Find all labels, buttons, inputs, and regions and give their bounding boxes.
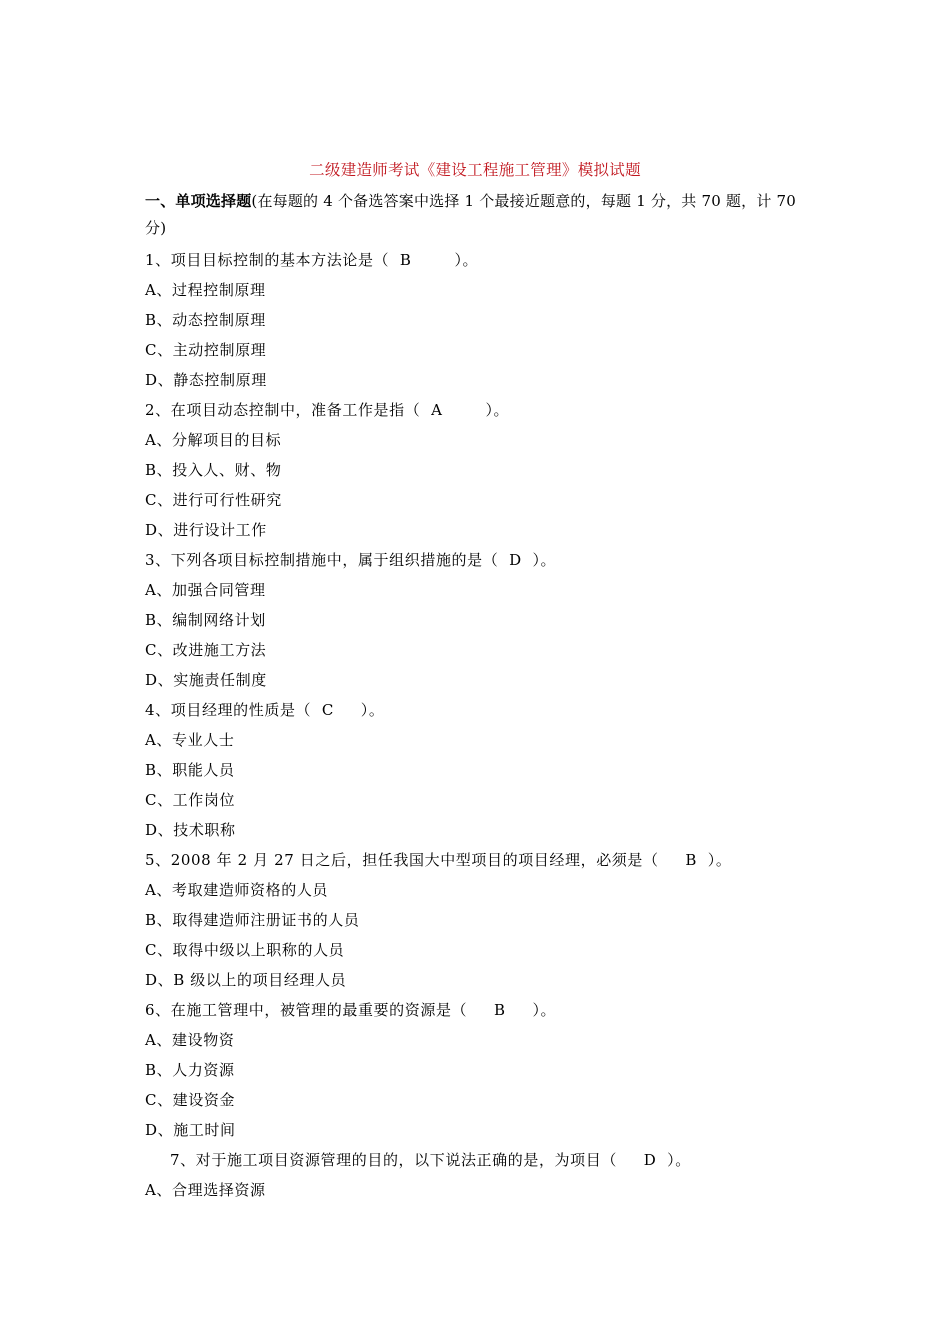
option-line: B、职能人员 <box>145 761 235 779</box>
option-line: B、编制网络计划 <box>145 611 266 629</box>
option-line: A、合理选择资源 <box>145 1181 266 1199</box>
question-4: 4、项目经理的性质是（ C ）。 <box>145 701 385 719</box>
question-6: 6、在施工管理中，被管理的最重要的资源是（ B ）。 <box>145 1001 557 1019</box>
question-3: 3、下列各项目标控制措施中，属于组织措施的是（ D ）。 <box>145 551 557 569</box>
option-line: A、加强合同管理 <box>145 581 266 599</box>
option-line: D、B 级以上的项目经理人员 <box>145 971 347 989</box>
option-line: C、主动控制原理 <box>145 341 267 359</box>
option-line: B、人力资源 <box>145 1061 235 1079</box>
document-body <box>145 188 810 1205</box>
option-line: D、技术职称 <box>145 821 236 839</box>
section-instruction: (在每题的 4 个备选答案中选择 1 个最接近题意的，每题 1 分，共 70 题，计 70 分) <box>145 192 796 237</box>
section-label: 一、单项选择题 <box>145 192 252 210</box>
question-1: 1、项目目标控制的基本方法论是（ B ）。 <box>145 251 479 269</box>
question-5: 5、2008 年 2 月 27 日之后，担任我国大中型项目的项目经理，必须是（ B ）。 <box>145 851 732 869</box>
option-line: D、进行设计工作 <box>145 521 267 539</box>
option-line: C、改进施工方法 <box>145 641 267 659</box>
option-line: C、工作岗位 <box>145 791 236 809</box>
option-line: A、分解项目的目标 <box>145 431 282 449</box>
option-line: D、静态控制原理 <box>145 371 267 389</box>
option-line: A、过程控制原理 <box>145 281 266 299</box>
option-line: B、投入人、财、物 <box>145 461 282 479</box>
option-line: B、动态控制原理 <box>145 311 266 329</box>
option-line: A、建设物资 <box>145 1031 235 1049</box>
section-heading <box>145 188 810 242</box>
option-line: C、进行可行性研究 <box>145 491 282 509</box>
option-line: A、专业人士 <box>145 731 235 749</box>
option-line: B、取得建造师注册证书的人员 <box>145 911 360 929</box>
question-7: 7、对于施工项目资源管理的目的，以下说法正确的是，为项目（ D ）。 <box>170 1151 691 1169</box>
option-line: C、取得中级以上职称的人员 <box>145 941 345 959</box>
option-line: D、实施责任制度 <box>145 671 267 689</box>
question-list <box>145 245 810 1205</box>
document-title: 二级建造师考试《建设工程施工管理》模拟试题 <box>309 161 641 179</box>
option-line: D、施工时间 <box>145 1121 236 1139</box>
option-line: A、考取建造师资格的人员 <box>145 881 329 899</box>
question-2: 2、在项目动态控制中，准备工作是指（ A ）。 <box>145 401 510 419</box>
option-line: C、建设资金 <box>145 1091 236 1109</box>
